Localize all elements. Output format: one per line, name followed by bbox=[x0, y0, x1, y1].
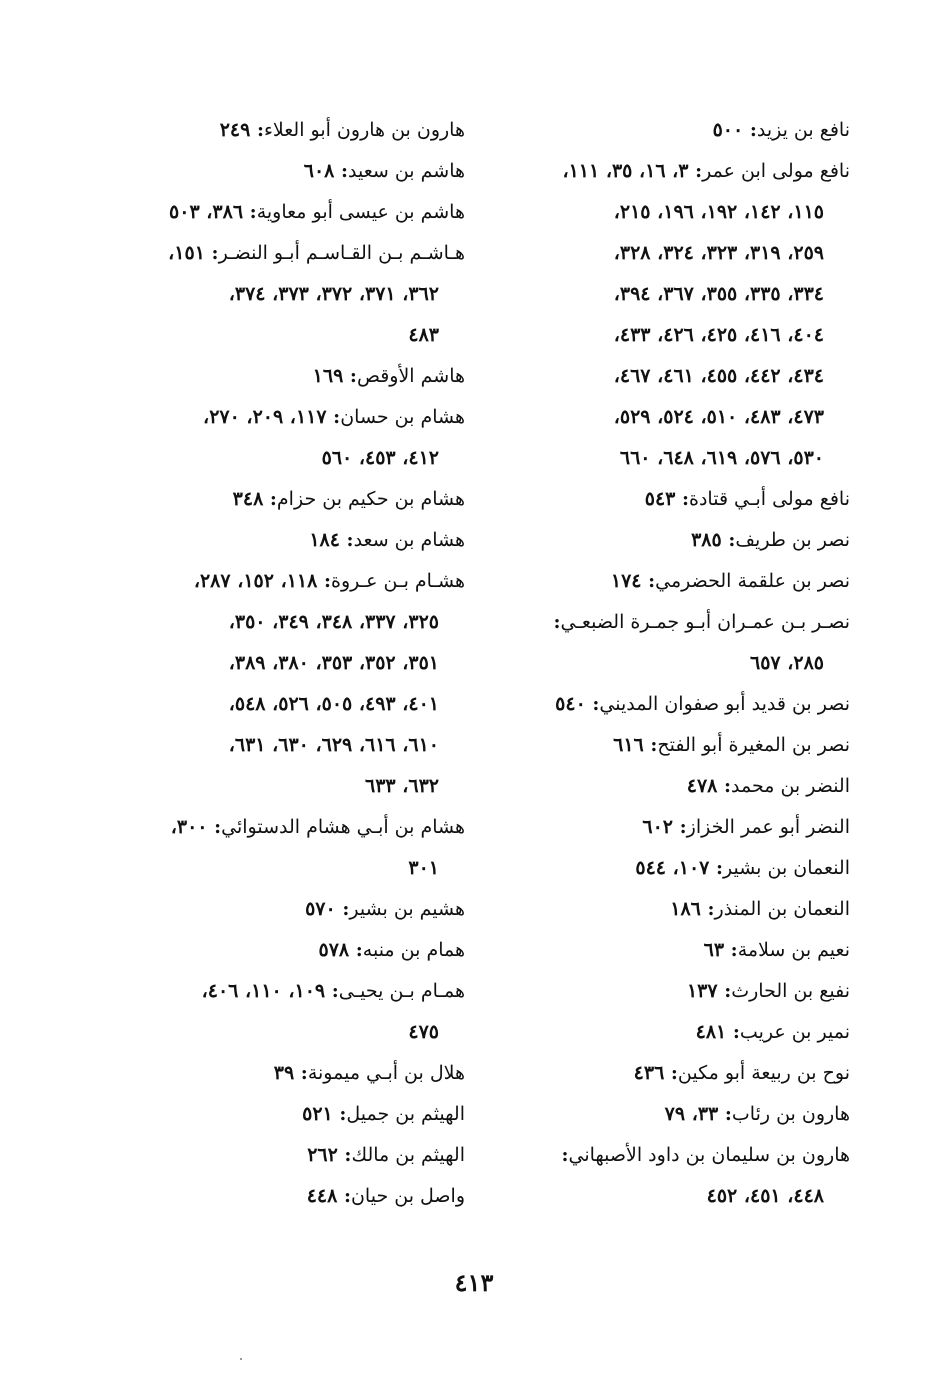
index-entry-colon: : bbox=[726, 1021, 740, 1043]
index-entry-refs: ٥٤٠ bbox=[555, 693, 586, 715]
index-entry-refs-continued: ٢٨٥، ٦٥٧ bbox=[750, 652, 824, 674]
index-entry bbox=[120, 520, 465, 561]
index-entry-refs-continued: ٤٠٤، ٤١٦، ٤٢٥، ٤٢٦، ٤٣٣، bbox=[613, 324, 824, 346]
index-entry-refs: ١٨٦ bbox=[670, 898, 701, 920]
index-entry-refs: ٣٤٨ bbox=[232, 488, 264, 510]
index-entry-refs: ٥٧٨ bbox=[318, 939, 350, 961]
index-entry-refs: ٦٠٨ bbox=[303, 160, 335, 182]
index-entry-name: نفيع بن الحارث bbox=[731, 980, 850, 1002]
index-entry bbox=[120, 561, 465, 807]
index-entry-name: نصر بن قديد أبو صفوان المديني bbox=[599, 693, 850, 715]
index-entry-name: الهيثم بن مالك bbox=[351, 1144, 465, 1166]
index-entry-refs: ٢٤٩ bbox=[219, 119, 251, 141]
index-entry-colon: : bbox=[641, 570, 656, 592]
index-entry-refs-continued: ١١٥، ١٤٢، ١٩٢، ١٩٦، ٢١٥، bbox=[613, 201, 824, 223]
index-entry-name: هارون بن هارون أبو العلاء bbox=[263, 119, 465, 141]
index-entry-colon: : bbox=[204, 242, 219, 264]
index-entry-refs: ٤٨١ bbox=[695, 1021, 727, 1043]
index-entry-colon: : bbox=[339, 529, 354, 551]
index-entry bbox=[120, 930, 465, 971]
index-entry-colon: : bbox=[349, 939, 363, 961]
index-entry bbox=[120, 479, 465, 520]
index-entry-colon: : bbox=[207, 816, 222, 838]
index-entry-refs: ٣٨٥ bbox=[691, 529, 722, 551]
index-entry-colon: : bbox=[743, 119, 757, 141]
index-entry-name: النضر بن محمد bbox=[731, 775, 850, 797]
index-entry-name: نافع مولى ابن عمر bbox=[702, 160, 850, 182]
index-entry-colon: : bbox=[343, 365, 357, 387]
index-entry-refs: ٥٠٠ bbox=[712, 119, 744, 141]
index-entry-name: همـام بـن يحيـى bbox=[338, 980, 465, 1002]
index-entry-colon: : bbox=[717, 980, 732, 1002]
index-entry-name: نعيم بن سلامة bbox=[737, 939, 850, 961]
index-entry-colon: : bbox=[700, 898, 715, 920]
index-entry bbox=[510, 684, 850, 725]
index-entry-colon: : bbox=[718, 1103, 732, 1125]
page-speck bbox=[240, 1358, 242, 1360]
index-entry-name: هشيم بن بشير bbox=[349, 898, 465, 920]
index-entry-name: نافع مولى أبـي قتادة bbox=[689, 488, 850, 510]
index-entry bbox=[120, 356, 465, 397]
index-entry-refs: ٤٤٨ bbox=[306, 1185, 338, 1207]
index-entry-colon: : bbox=[724, 939, 738, 961]
index-entry-name: همام بن منبه bbox=[362, 939, 465, 961]
index-entry-refs: ١١٨، ١٥٢، ٢٨٧، bbox=[193, 570, 318, 592]
index-entry bbox=[120, 971, 465, 1053]
index-entry-colon: : bbox=[585, 693, 600, 715]
index-entry-refs-continued: ٤٣٤، ٤٤٢، ٤٥٥، ٤٦١، ٤٦٧، bbox=[613, 365, 824, 387]
index-entry-colon: : bbox=[675, 488, 689, 510]
index-entry-colon: : bbox=[335, 898, 350, 920]
index-entry bbox=[510, 479, 850, 520]
index-entry-refs: ٣٨٦، ٥٠٣ bbox=[169, 201, 244, 223]
index-entry-colon: : bbox=[334, 160, 348, 182]
index-entry bbox=[120, 192, 465, 233]
index-entry bbox=[510, 971, 850, 1012]
index-entry-refs: ٦٠٢ bbox=[642, 816, 674, 838]
index-entry-refs-continued: ٣٦٢، ٣٧١، ٣٧٢، ٣٧٣، ٣٧٤، bbox=[228, 283, 439, 305]
index-entry bbox=[510, 1012, 850, 1053]
index-entry bbox=[510, 520, 850, 561]
index-entry-name: الهيثم بن جميل bbox=[346, 1103, 465, 1125]
index-entry-refs: ٣٣، ٧٩ bbox=[664, 1103, 719, 1125]
index-entry-refs-continued: ٤٨٣ bbox=[408, 324, 439, 346]
index-entry-refs: ٤٣٦ bbox=[633, 1062, 665, 1084]
index-entry-name: هـاشـم بـن القـاسـم أبـو النضـر bbox=[218, 242, 465, 264]
index-entry-refs: ٥٢١ bbox=[302, 1103, 333, 1125]
index-entry-refs: ١٦٩ bbox=[312, 365, 344, 387]
index-entry bbox=[510, 1053, 850, 1094]
index-entry-refs-continued: ٦٣٢، ٦٣٣ bbox=[365, 775, 439, 797]
index-entry-name: هشام بن حكيم بن حزام bbox=[276, 488, 465, 510]
index-entry-refs: ٢٦٢ bbox=[307, 1144, 338, 1166]
index-entry-refs: ٥٧٠ bbox=[305, 898, 336, 920]
index-entry-refs-continued: ٤٧٥ bbox=[408, 1021, 439, 1043]
index-entry-refs-continued: ٤٤٨، ٤٥١، ٤٥٢ bbox=[706, 1185, 824, 1207]
index-entry-name: نوح بن ربيعة أبو مكين bbox=[677, 1062, 850, 1084]
index-entry-colon: : bbox=[325, 980, 339, 1002]
index-entry bbox=[120, 807, 465, 889]
index-entry-refs: ٥٤٣ bbox=[644, 488, 676, 510]
index-entry-name: هلال بن أبـي ميمونة bbox=[307, 1062, 465, 1084]
index-entry-name: هشام بن حسان bbox=[340, 406, 465, 428]
index-entry-refs: ٣، ١٦، ٣٥، ١١١، bbox=[562, 160, 689, 182]
index-entry-colon: : bbox=[332, 1103, 347, 1125]
index-entry bbox=[120, 1176, 465, 1217]
index-entry bbox=[510, 110, 850, 151]
index-entry-refs: ١٠٩، ١١٠، ٤٠٦، bbox=[201, 980, 326, 1002]
index-entry-name: واصل بن حيان bbox=[350, 1185, 465, 1207]
index-entry-name: نصر بن المغيرة أبو الفتح bbox=[657, 734, 850, 756]
index-column-left bbox=[120, 110, 465, 1217]
index-entry-name: هاشم بن سعيد bbox=[348, 160, 465, 182]
index-entry bbox=[510, 1135, 850, 1217]
index-entry-name: نصر بن طريف bbox=[735, 529, 850, 551]
index-entry-refs-continued: ٣٢٥، ٣٣٧، ٣٤٨، ٣٤٩، ٣٥٠، bbox=[228, 611, 439, 633]
index-entry bbox=[120, 151, 465, 192]
index-entry-refs-continued: ٣٣٤، ٣٣٥، ٣٥٥، ٣٦٧، ٣٩٤، bbox=[613, 283, 824, 305]
index-entry-colon: : bbox=[243, 201, 257, 223]
index-entry-refs: ١٣٧ bbox=[686, 980, 718, 1002]
index-entry-refs: ٦٣ bbox=[703, 939, 725, 961]
index-entry-name: هشـام بـن عـروة bbox=[330, 570, 465, 592]
index-entry-colon: : bbox=[263, 488, 277, 510]
index-entry-colon: : bbox=[326, 406, 341, 428]
index-entry-refs-continued: ٥٣٠، ٥٧٦، ٦١٩، ٦٤٨، ٦٦٠ bbox=[619, 447, 824, 469]
index-entry-refs: ٣٠٠، bbox=[170, 816, 208, 838]
index-entry bbox=[510, 766, 850, 807]
index-entry-refs-continued: ٦١٠، ٦١٦، ٦٢٩، ٦٣٠، ٦٣١، bbox=[228, 734, 439, 756]
index-entry-colon: : bbox=[317, 570, 331, 592]
index-entry-name: هارون بن رئاب bbox=[731, 1103, 850, 1125]
index-entry-colon: : bbox=[688, 160, 703, 182]
index-entry-name: النضر أبو عمر الخزاز bbox=[686, 816, 850, 838]
index-entry bbox=[120, 110, 465, 151]
index-entry-refs-continued: ٢٥٩، ٣١٩، ٣٢٣، ٣٢٤، ٣٢٨، bbox=[613, 242, 824, 264]
index-entry-colon: : bbox=[337, 1144, 352, 1166]
index-entry-colon: : bbox=[709, 857, 724, 879]
index-entry-colon: : bbox=[664, 1062, 678, 1084]
index-entry-refs-continued: ٤٧٣، ٤٨٣، ٥١٠، ٥٢٤، ٥٢٩، bbox=[613, 406, 824, 428]
index-entry-name: نمير بن عريب bbox=[739, 1021, 850, 1043]
index-entry-colon: : bbox=[643, 734, 658, 756]
index-entry bbox=[510, 151, 850, 479]
index-entry-name: النعمان بن المنذر bbox=[714, 898, 850, 920]
index-entry-name: هاشم الأوقص bbox=[356, 365, 465, 387]
index-entry-refs: ٣٩ bbox=[273, 1062, 295, 1084]
index-entry-colon: : bbox=[250, 119, 264, 141]
index-entry-name: نافع بن يزيد bbox=[756, 119, 850, 141]
index-entry-colon: : bbox=[561, 1144, 569, 1166]
index-entry-refs-continued: ٤١٢، ٤٥٣، ٥٦٠ bbox=[321, 447, 439, 469]
index-entry-refs-continued: ٣٥١، ٣٥٢، ٣٥٣، ٣٨٠، ٣٨٩، bbox=[228, 652, 439, 674]
index-entry-refs: ١١٧، ٢٠٩، ٢٧٠، bbox=[203, 406, 327, 428]
index-entry bbox=[510, 848, 850, 889]
index-entry bbox=[120, 1094, 465, 1135]
index-entry-colon: : bbox=[553, 611, 561, 633]
index-entry-refs: ١٠٧، ٥٤٤ bbox=[635, 857, 710, 879]
index-entry-name: هشام بن سعد bbox=[353, 529, 465, 551]
index-entry bbox=[120, 397, 465, 479]
index-entry bbox=[120, 233, 465, 356]
index-entry-name: نصـر بـن عمـران أبـو جمـرة الضبعـي bbox=[560, 611, 850, 633]
index-entry bbox=[510, 930, 850, 971]
index-entry-colon: : bbox=[721, 529, 736, 551]
index-entry bbox=[120, 1135, 465, 1176]
index-entry-name: النعمان بن بشير bbox=[723, 857, 850, 879]
index-entry bbox=[120, 1053, 465, 1094]
index-entry-name: هشام بن أبـي هشام الدستوائي bbox=[221, 816, 465, 838]
index-entry-name: نصر بن علقمة الحضرمي bbox=[655, 570, 850, 592]
index-column-right bbox=[510, 110, 850, 1217]
page-number: ٤١٣ bbox=[454, 1268, 494, 1297]
index-entry bbox=[510, 1094, 850, 1135]
index-entry-refs: ٤٧٨ bbox=[686, 775, 718, 797]
index-entry bbox=[510, 889, 850, 930]
index-entry-name: هارون بن سليمان بن داود الأصبهاني bbox=[568, 1144, 850, 1166]
index-entry-refs: ٦١٦ bbox=[613, 734, 644, 756]
index-entry-refs-continued: ٣٠١ bbox=[408, 857, 439, 879]
index-entry bbox=[510, 807, 850, 848]
index-entry-name: هاشم بن عيسى أبو معاوية bbox=[256, 201, 465, 223]
index-entry-refs: ١٥١، bbox=[168, 242, 205, 264]
index-entry-refs: ١٨٤ bbox=[309, 529, 340, 551]
index-entry-refs-continued: ٤٠١، ٤٩٣، ٥٠٥، ٥٢٦، ٥٤٨، bbox=[228, 693, 439, 715]
index-entry bbox=[510, 725, 850, 766]
index-entry-colon: : bbox=[673, 816, 687, 838]
index-entry bbox=[510, 561, 850, 602]
index-entry bbox=[510, 602, 850, 684]
index-entry-colon: : bbox=[717, 775, 731, 797]
index-entry bbox=[120, 889, 465, 930]
index-entry-refs: ١٧٤ bbox=[610, 570, 642, 592]
index-entry-colon: : bbox=[337, 1185, 351, 1207]
index-entry-colon: : bbox=[294, 1062, 308, 1084]
